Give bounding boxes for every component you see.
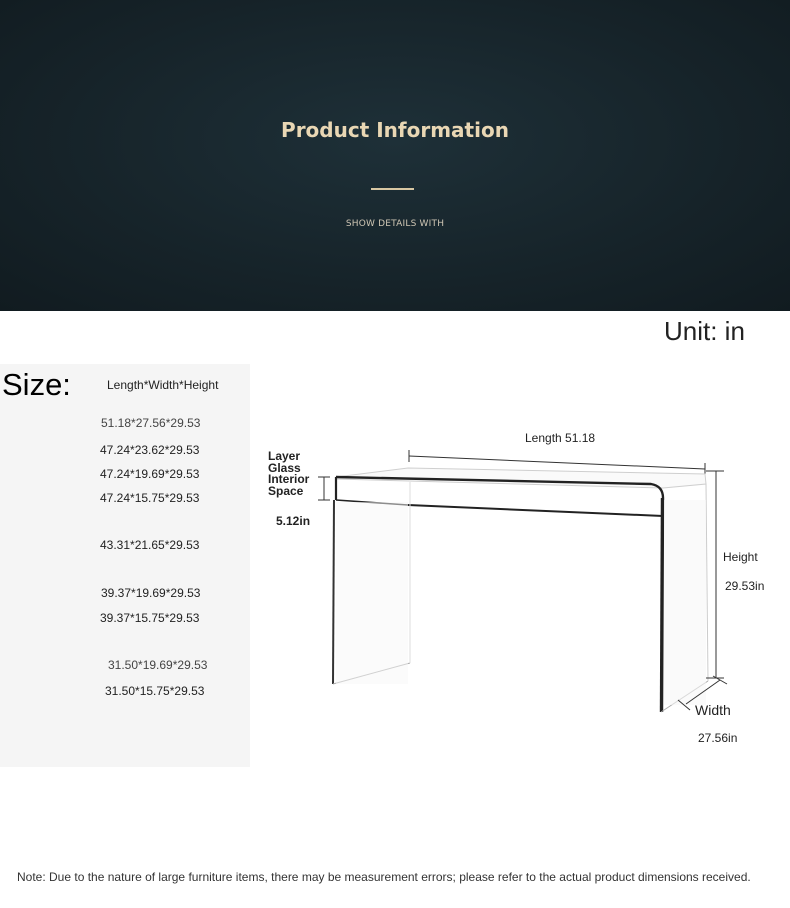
height-label: Height — [723, 550, 758, 564]
size-item: 31.50*15.75*29.53 — [105, 684, 205, 698]
interior-value: 5.12in — [276, 514, 311, 528]
right-leg — [661, 498, 662, 712]
size-item: 43.31*21.65*29.53 — [100, 538, 200, 552]
size-item: 47.24*15.75*29.53 — [100, 491, 200, 505]
size-item: 47.24*19.69*29.53 — [100, 467, 200, 481]
layer-label — [268, 451, 309, 497]
layer-line: Layer — [268, 449, 301, 463]
size-item: 39.37*15.75*29.53 — [100, 611, 200, 625]
banner-subtitle: SHOW DETAILS WITH — [345, 219, 445, 229]
height-value: 29.53in — [725, 579, 765, 593]
width-label: Width — [695, 702, 731, 718]
size-label: Size: — [2, 367, 71, 402]
banner-title: Product Information — [281, 118, 509, 142]
left-leg — [333, 500, 334, 684]
length-dimension-line — [409, 456, 705, 469]
layer-line: Glass — [268, 460, 301, 475]
length-label: Length 51.18 — [525, 431, 596, 445]
unit-label: Unit: in — [664, 316, 745, 346]
size-item: 51.18*27.56*29.53 — [101, 416, 201, 430]
size-item: 47.24*23.62*29.53 — [100, 443, 200, 457]
size-item: 31.50*19.69*29.53 — [108, 658, 208, 672]
disclaimer-note: Note: Due to the nature of large furniture items, there may be measurement errors; please refer to the actual product dimensions received. — [17, 870, 751, 884]
layer-line: Space — [268, 483, 304, 498]
width-value: 27.56in — [698, 731, 738, 745]
size-item: 39.37*19.69*29.53 — [101, 586, 201, 600]
layer-line: Interior — [268, 472, 310, 486]
size-header: Length*Width*Height — [107, 378, 219, 392]
